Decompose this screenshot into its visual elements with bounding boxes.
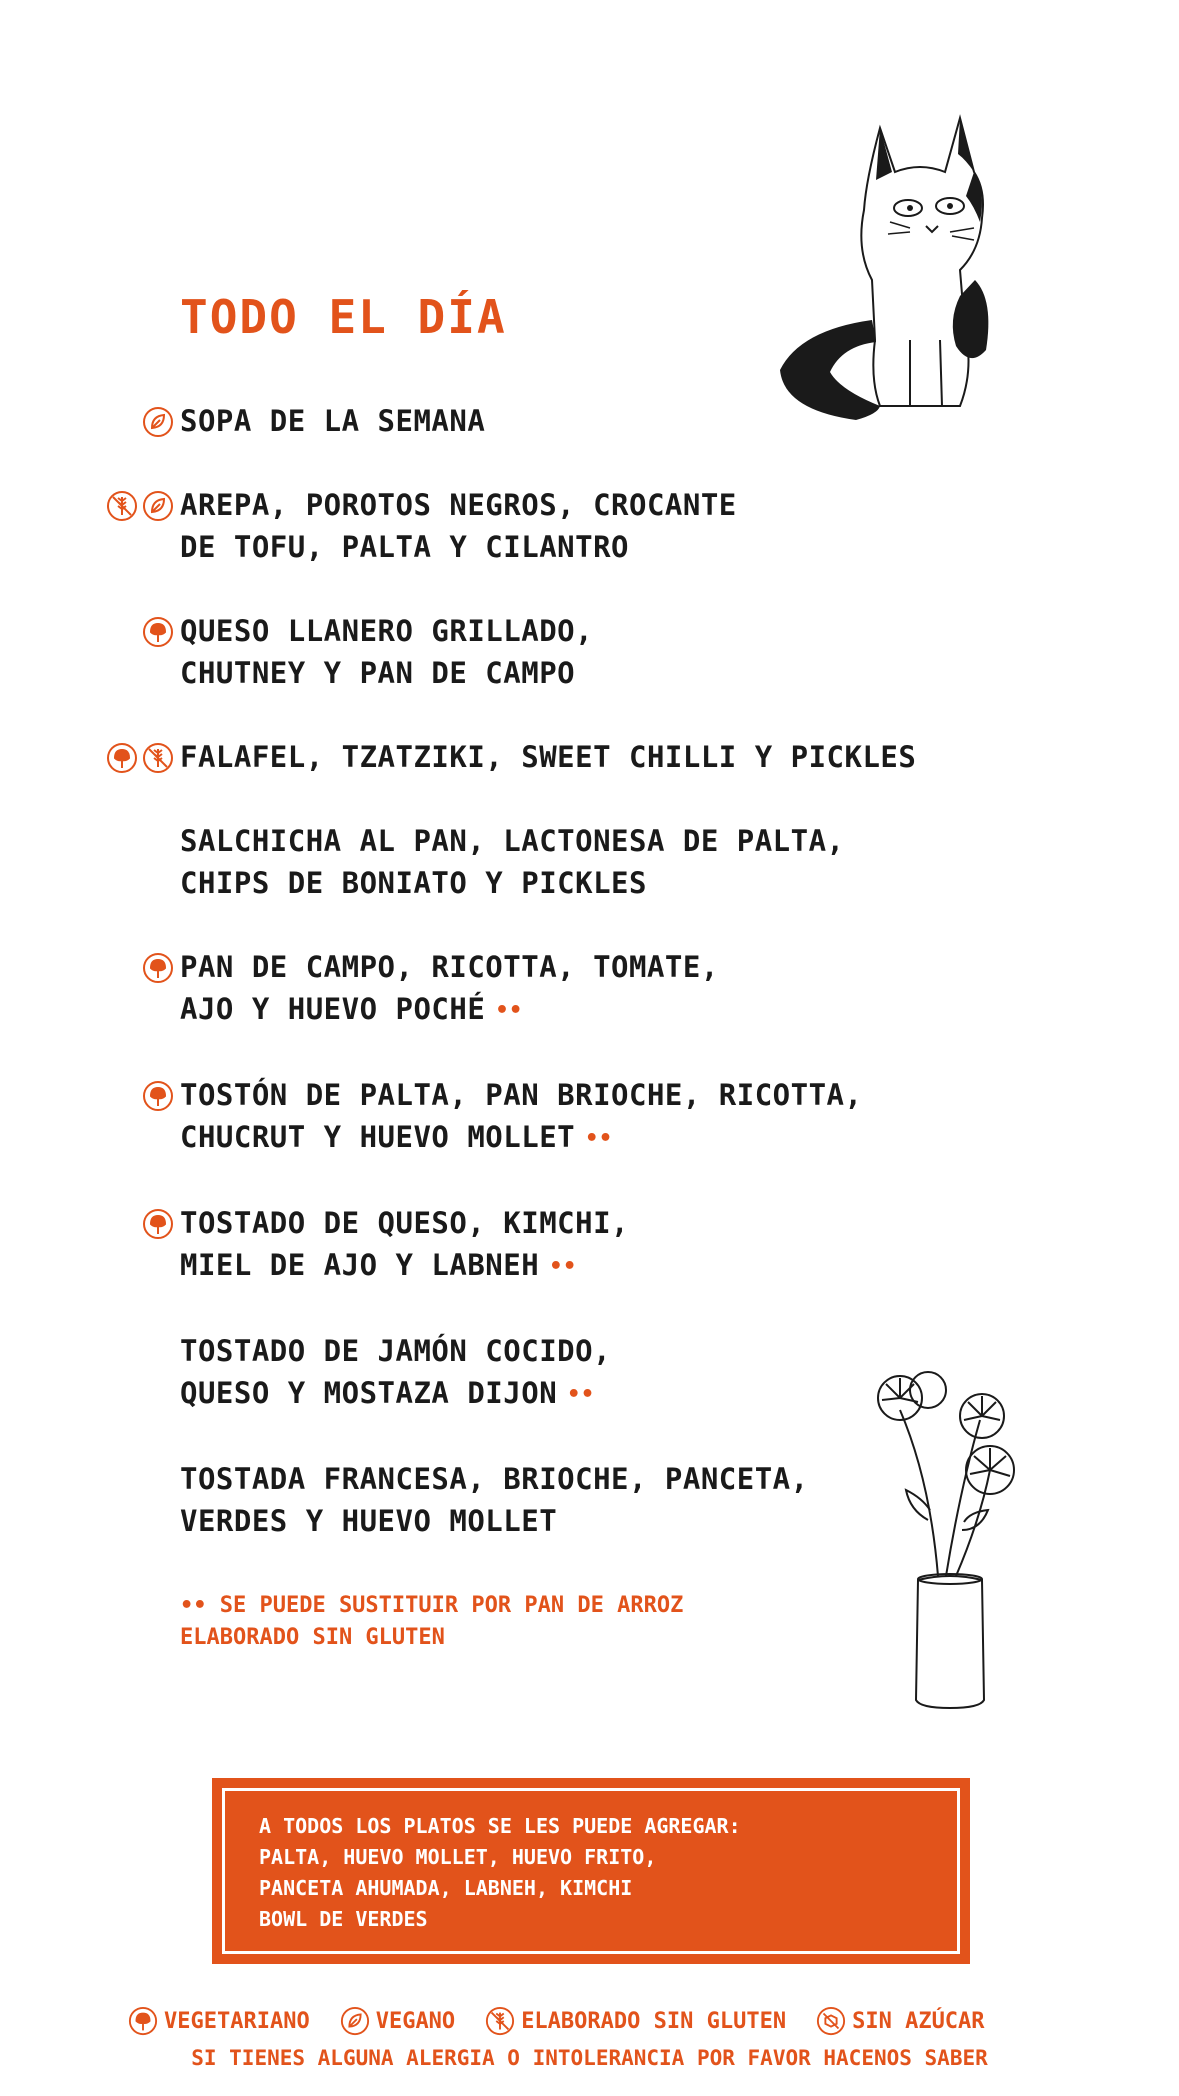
item-line	[180, 988, 1000, 1032]
item-line: FALAFEL, TZATZIKI, SWEET CHILLI Y PICKLES	[180, 740, 917, 774]
addons-box	[212, 1778, 970, 1964]
menu-item	[180, 946, 1000, 1032]
menu-item	[180, 400, 1000, 442]
vegetariano-icon	[142, 1208, 174, 1240]
item-text: MIEL DE AJO Y LABNEH	[180, 1248, 540, 1282]
legend-vegano	[340, 2006, 455, 2036]
addons-frame	[222, 1788, 960, 1954]
legend-label: VEGANO	[375, 2008, 456, 2034]
note-line: •• SE PUEDE SUSTITUIR POR PAN DE ARROZ	[180, 1593, 684, 1618]
diet-icons	[142, 406, 174, 438]
item-line: AREPA, POROTOS NEGROS, CROCANTE	[180, 488, 737, 522]
gluten-free-option-marker: ••	[549, 1254, 577, 1279]
vegano-icon	[142, 490, 174, 522]
item-line: VERDES Y HUEVO MOLLET	[180, 1504, 558, 1538]
gluten-free-note	[180, 1590, 683, 1654]
vegetariano-icon	[142, 1080, 174, 1112]
item-line: DE TOFU, PALTA Y CILANTRO	[180, 530, 629, 564]
item-text: CHUCRUT Y HUEVO MOLLET	[180, 1120, 576, 1154]
diet-icons	[142, 616, 174, 648]
item-text: AJO Y HUEVO POCHÉ	[180, 992, 486, 1026]
vegano-icon	[142, 406, 174, 438]
sin-azucar-icon	[816, 2006, 846, 2036]
vegetariano-icon	[142, 952, 174, 984]
diet-icons	[142, 952, 174, 984]
vegetariano-icon	[142, 616, 174, 648]
vegano-icon	[340, 2006, 370, 2036]
gluten-free-option-marker: ••	[567, 1382, 595, 1407]
vegetariano-icon	[128, 2006, 158, 2036]
item-text: QUESO Y MOSTAZA DIJON	[180, 1376, 558, 1410]
flowers-vase-illustration	[870, 1360, 1030, 1710]
item-line: TOSTADA FRANCESA, BRIOCHE, PANCETA,	[180, 1462, 809, 1496]
addons-line: PALTA, HUEVO MOLLET, HUEVO FRITO,	[259, 1845, 657, 1869]
item-line	[180, 1244, 1000, 1288]
legend-sin-azucar	[816, 2006, 984, 2036]
sin-gluten-icon	[485, 2006, 515, 2036]
diet-icons	[142, 1080, 174, 1112]
legend-label: VEGETARIANO	[164, 2008, 310, 2034]
item-line: CHIPS DE BONIATO Y PICKLES	[180, 866, 647, 900]
menu-item	[180, 1074, 1000, 1160]
legend-vegetariano	[128, 2006, 310, 2036]
item-line: SALCHICHA AL PAN, LACTONESA DE PALTA,	[180, 824, 845, 858]
addons-line: PANCETA AHUMADA, LABNEH, KIMCHI	[259, 1876, 633, 1900]
item-line: PAN DE CAMPO, RICOTTA, TOMATE,	[180, 950, 719, 984]
gluten-free-option-marker: ••	[585, 1126, 613, 1151]
menu-item	[180, 1202, 1000, 1288]
item-line: TOSTADO DE JAMÓN COCIDO,	[180, 1334, 612, 1368]
menu-item	[180, 610, 1000, 694]
menu-item	[180, 736, 1000, 778]
section-title: TODO EL DÍA	[180, 290, 507, 344]
item-line: SOPA DE LA SEMANA	[180, 404, 486, 438]
addons-heading: A TODOS LOS PLATOS SE LES PUEDE AGREGAR:	[259, 1814, 741, 1838]
legend-label: SIN AZÚCAR	[852, 2008, 985, 2034]
allergy-note: SI TIENES ALGUNA ALERGIA O INTOLERANCIA POR FAVOR HACENOS SABER	[191, 2046, 988, 2070]
item-line: TOSTÓN DE PALTA, PAN BRIOCHE, RICOTTA,	[180, 1078, 863, 1112]
diet-icons	[106, 742, 174, 774]
item-line: TOSTADO DE QUESO, KIMCHI,	[180, 1206, 629, 1240]
gluten-free-option-marker: ••	[495, 998, 523, 1023]
addons-line: BOWL DE VERDES	[259, 1907, 428, 1931]
note-line: ELABORADO SIN GLUTEN	[180, 1625, 445, 1650]
cat-illustration	[760, 110, 1010, 430]
vegetariano-icon	[106, 742, 138, 774]
legend-label: ELABORADO SIN GLUTEN	[521, 2008, 787, 2034]
sin-gluten-icon	[106, 490, 138, 522]
menu-item	[180, 484, 1000, 568]
item-line: QUESO LLANERO GRILLADO,	[180, 614, 594, 648]
sin-gluten-icon	[142, 742, 174, 774]
menu-item	[180, 820, 1000, 904]
diet-icons	[106, 490, 174, 522]
item-line	[180, 1116, 1000, 1160]
legend-sin-gluten	[485, 2006, 786, 2036]
item-line: CHUTNEY Y PAN DE CAMPO	[180, 656, 576, 690]
diet-legend	[128, 2006, 1088, 2036]
diet-icons	[142, 1208, 174, 1240]
